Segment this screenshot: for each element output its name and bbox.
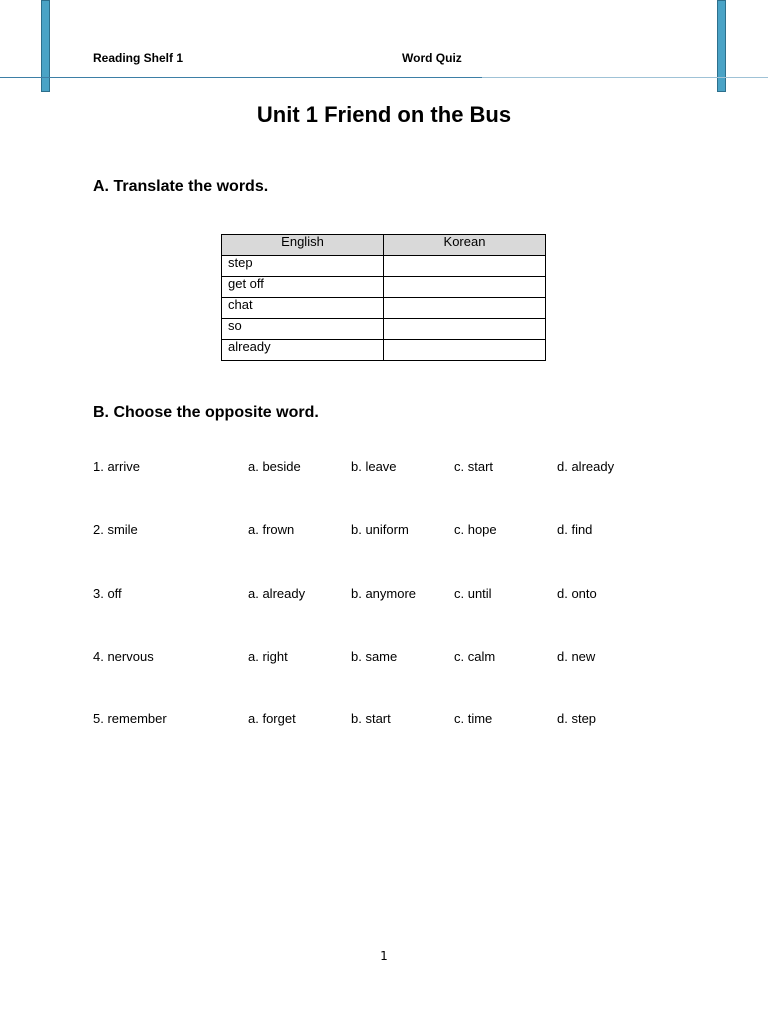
table-row [222, 277, 546, 298]
column-header-english: English [222, 235, 384, 256]
option-d[interactable]: d. onto [557, 586, 597, 601]
english-word-cell: step [222, 256, 384, 277]
question-3 [93, 586, 713, 604]
korean-answer-cell[interactable] [384, 298, 546, 319]
english-word-cell: already [222, 340, 384, 361]
option-b[interactable]: b. leave [351, 459, 397, 474]
option-c[interactable]: c. start [454, 459, 494, 474]
question-2 [93, 522, 713, 540]
page-number: 1 [380, 949, 388, 963]
table-row [222, 256, 546, 277]
table-header-row [222, 235, 546, 256]
option-b[interactable]: b. uniform [351, 522, 409, 537]
option-d[interactable]: d. new [557, 649, 596, 664]
korean-answer-cell[interactable] [384, 340, 546, 361]
option-c[interactable]: c. calm [454, 649, 496, 664]
korean-answer-cell[interactable] [384, 256, 546, 277]
option-d[interactable]: d. find [557, 522, 593, 537]
section-b-heading: B. Choose the opposite word. [93, 404, 319, 421]
question-4 [93, 649, 713, 667]
section-a-heading: A. Translate the words. [93, 178, 269, 195]
option-c[interactable]: c. time [454, 711, 493, 726]
option-b[interactable]: b. anymore [351, 586, 417, 601]
table-row [222, 340, 546, 361]
question-5 [93, 711, 713, 729]
question-stem: 5. remember [93, 711, 167, 726]
question-stem: 3. off [93, 586, 122, 601]
option-b[interactable]: b. same [351, 649, 398, 664]
option-a[interactable]: a. frown [248, 522, 295, 537]
header-rule-faint [482, 77, 768, 78]
english-word-cell: chat [222, 298, 384, 319]
option-a[interactable]: a. beside [248, 459, 301, 474]
option-d[interactable]: d. step [557, 711, 597, 726]
option-d[interactable]: d. already [557, 459, 615, 474]
table-row [222, 298, 546, 319]
question-stem: 2. smile [93, 522, 138, 537]
option-a[interactable]: a. already [248, 586, 306, 601]
question-1 [93, 459, 713, 477]
english-word-cell: get off [222, 277, 384, 298]
left-accent-bar [41, 0, 50, 92]
header-left-text: Reading Shelf 1 [93, 51, 184, 65]
question-stem: 4. nervous [93, 649, 154, 664]
korean-answer-cell[interactable] [384, 277, 546, 298]
right-accent-bar [717, 0, 726, 92]
english-word-cell: so [222, 319, 384, 340]
translation-table [221, 234, 546, 361]
table-row [222, 319, 546, 340]
page-title: Unit 1 Friend on the Bus [256, 102, 512, 127]
option-c[interactable]: c. hope [454, 522, 497, 537]
option-a[interactable]: a. right [248, 649, 288, 664]
header-rule [0, 77, 482, 78]
option-c[interactable]: c. until [454, 586, 492, 601]
option-b[interactable]: b. start [351, 711, 391, 726]
korean-answer-cell[interactable] [384, 319, 546, 340]
option-a[interactable]: a. forget [248, 711, 296, 726]
column-header-korean: Korean [384, 235, 546, 256]
question-stem: 1. arrive [93, 459, 140, 474]
header-center-text: Word Quiz [402, 51, 462, 65]
